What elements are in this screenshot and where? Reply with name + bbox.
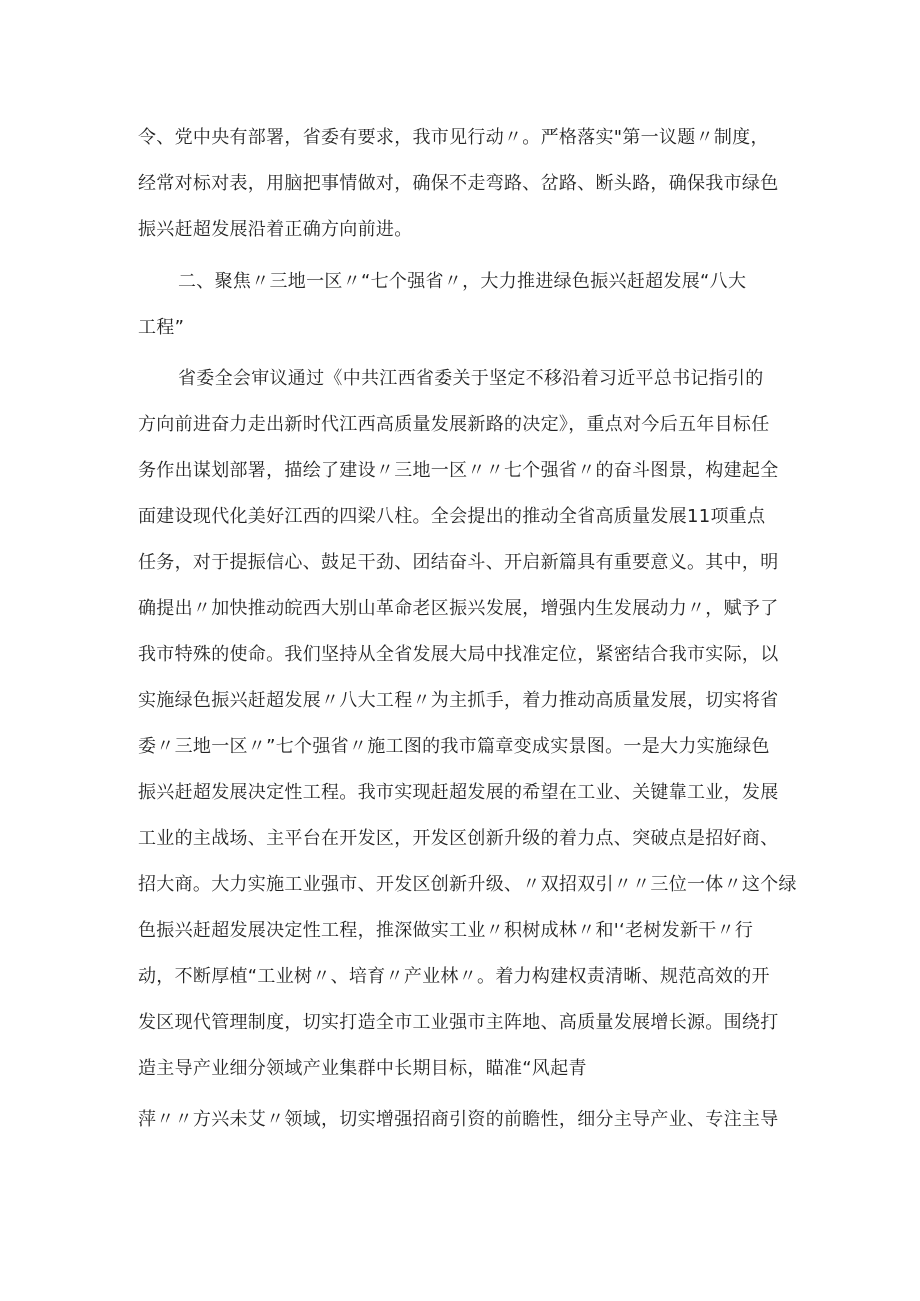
text-line: 方向前进奋力走出新时代江西高质量发展新路的决定》，重点对今后五年目标任 <box>138 414 770 435</box>
text-line: 省委全会审议通过《中共江西省委关于坚定不移沿着习近平总书记指引的 <box>178 368 764 389</box>
text-line: 实施绿色振兴赶超发展〃八大工程〃为主抓手，着力推动高质量发展，切实将省 <box>138 690 779 711</box>
text-line: 确提出〃加快推动皖西大别山革命老区振兴发展，增强内生发展动力〃，赋予了 <box>138 598 779 619</box>
text-line: 令、党中央有部署，省委有要求，我市见行动〃。严格落实"第一议题〃制度， <box>138 127 769 148</box>
text-line: 招大商。大力实施工业强市、开发区创新升级、〃双招双引〃〃三位一体〃这个绿 <box>138 874 797 895</box>
text-line: 任务，对于提振信心、鼓足干劲、团结奋斗、开启新篇具有重要意义。其中，明 <box>138 552 779 573</box>
text-line: 面建设现代化美好江西的四梁八柱。全会提出的推动全省高质量发展11项重点 <box>138 506 766 527</box>
text-line: 造主导产业细分领域产业集群中长期目标，瞄准“风起青 <box>138 1058 587 1079</box>
text-line: 经常对标对表，用脑把事情做对，确保不走弯路、岔路、断头路，确保我市绿色 <box>138 173 779 194</box>
text-line: 色振兴赶超发展决定性工程，推深做实工业〃积树成林〃和'‘老树发新干〃行 <box>138 920 754 941</box>
text-line: 我市特殊的使命。我们坚持从全省发展大局中找准定位，紧密结合我市实际，以 <box>138 644 779 665</box>
text-line: 工业的主战场、主平台在开发区，开发区创新升级的着力点、突破点是招好商、 <box>138 828 779 849</box>
text-line: 振兴赶超发展沿着正确方向前进。 <box>138 219 413 240</box>
text-line: 发区现代管理制度，切实打造全市工业强市主阵地、高质量发展增长源。围绕打 <box>138 1012 779 1033</box>
text-line: 委〃三地一区〃”七个强省〃施工图的我市篇章变成实景图。一是大力实施绿色 <box>138 736 770 757</box>
text-line: 务作出谋划部署，描绘了建设〃三地一区〃〃七个强省〃的奋斗图景，构建起全 <box>138 460 779 481</box>
text-line: 萍〃〃方兴未艾〃领域，切实增强招商引资的前瞻性，细分主导产业、专注主导 <box>138 1109 779 1130</box>
section-heading-line: 二、聚焦〃三地一区〃“七个强省〃，大力推进绿色振兴赶超发展“八大 <box>178 271 747 292</box>
text-line: 动，不断厚植“工业树〃、培育〃产业林〃。着力构建权责清晰、规范高效的开 <box>138 966 770 987</box>
text-line: 振兴赶超发展决定性工程。我市实现赶超发展的希望在工业、关键靠工业，发展 <box>138 782 779 803</box>
section-heading-line: 工程” <box>138 317 185 338</box>
